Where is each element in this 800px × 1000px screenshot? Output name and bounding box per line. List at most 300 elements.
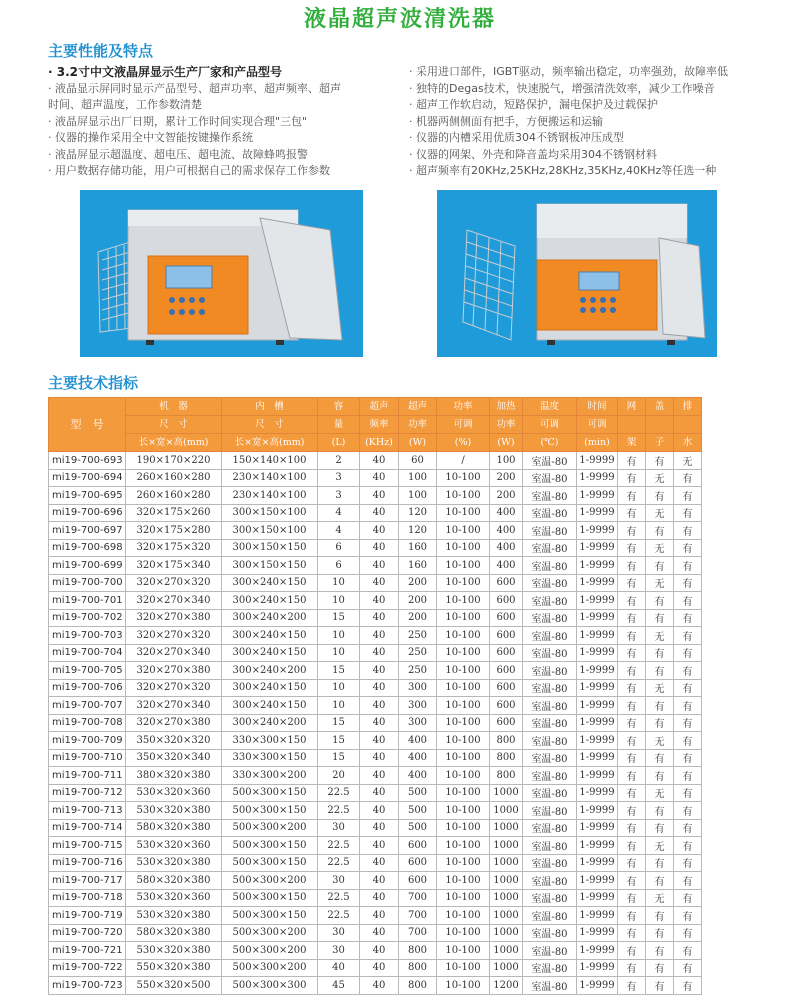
cell-time: 1-9999	[577, 924, 618, 942]
cell-capacity: 22.5	[318, 907, 360, 925]
cell-machine-size: 580×320×380	[126, 924, 222, 942]
cell-capacity: 6	[318, 557, 360, 575]
cell-capacity: 40	[318, 959, 360, 977]
cell-frequency: 40	[360, 889, 399, 907]
header-lid: 子	[646, 434, 674, 452]
table-row	[49, 802, 702, 820]
cell-model: mi19-700-694	[49, 469, 126, 487]
cell-temperature: 室温-80	[523, 872, 577, 890]
product-photo-left	[80, 190, 363, 357]
cell-frequency: 40	[360, 767, 399, 785]
cell-capacity: 10	[318, 574, 360, 592]
cell-drain: 有	[674, 819, 702, 837]
cell-power: 100	[399, 487, 437, 505]
cell-time: 1-9999	[577, 977, 618, 995]
cell-frequency: 40	[360, 854, 399, 872]
cell-drain: 有	[674, 697, 702, 715]
cell-heating: 1000	[490, 942, 523, 960]
header-power: 超声	[399, 398, 437, 416]
cell-machine-size: 550×320×500	[126, 977, 222, 995]
cell-frequency: 40	[360, 469, 399, 487]
cell-power: 300	[399, 679, 437, 697]
cell-lid: 无	[646, 889, 674, 907]
cell-frequency: 40	[360, 644, 399, 662]
cell-net: 有	[618, 644, 646, 662]
cell-tank-size: 300×240×150	[222, 592, 318, 610]
cell-power: 200	[399, 574, 437, 592]
cell-lid: 无	[646, 469, 674, 487]
cell-power-adjust: /	[437, 452, 490, 470]
cell-drain: 有	[674, 487, 702, 505]
cell-frequency: 40	[360, 592, 399, 610]
features-list-right	[409, 64, 759, 180]
cell-heating: 1000	[490, 889, 523, 907]
table-row	[49, 959, 702, 977]
cell-tank-size: 300×240×200	[222, 714, 318, 732]
cell-frequency: 40	[360, 487, 399, 505]
cell-temperature: 室温-80	[523, 889, 577, 907]
cell-tank-size: 330×300×200	[222, 767, 318, 785]
feature-item: · 机器两侧侧面有把手，方便搬运和运输	[409, 114, 603, 128]
cell-drain: 有	[674, 469, 702, 487]
cell-power-adjust: 10-100	[437, 644, 490, 662]
cell-lid: 有	[646, 749, 674, 767]
cell-machine-size: 320×175×340	[126, 557, 222, 575]
cell-power: 300	[399, 697, 437, 715]
cell-power-adjust: 10-100	[437, 469, 490, 487]
cell-heating: 600	[490, 714, 523, 732]
cell-machine-size: 320×270×380	[126, 662, 222, 680]
cell-model: mi19-700-705	[49, 662, 126, 680]
cell-machine-size: 530×320×380	[126, 854, 222, 872]
cell-tank-size: 300×240×150	[222, 627, 318, 645]
cell-temperature: 室温-80	[523, 644, 577, 662]
cell-net: 有	[618, 714, 646, 732]
cell-time: 1-9999	[577, 504, 618, 522]
cell-model: mi19-700-711	[49, 767, 126, 785]
cell-power: 100	[399, 469, 437, 487]
cell-power-adjust: 10-100	[437, 889, 490, 907]
cell-power: 800	[399, 959, 437, 977]
cell-drain: 有	[674, 592, 702, 610]
cell-time: 1-9999	[577, 697, 618, 715]
cell-temperature: 室温-80	[523, 574, 577, 592]
cell-machine-size: 320×270×320	[126, 679, 222, 697]
cell-power-adjust: 10-100	[437, 784, 490, 802]
cell-net: 有	[618, 452, 646, 470]
cell-drain: 有	[674, 959, 702, 977]
cell-model: mi19-700-701	[49, 592, 126, 610]
cell-heating: 600	[490, 697, 523, 715]
cell-temperature: 室温-80	[523, 959, 577, 977]
cell-frequency: 40	[360, 942, 399, 960]
product-photo-right	[437, 190, 717, 357]
table-row	[49, 644, 702, 662]
cell-heating: 800	[490, 732, 523, 750]
cell-heating: 400	[490, 522, 523, 540]
cell-tank-size: 500×300×200	[222, 959, 318, 977]
cell-temperature: 室温-80	[523, 452, 577, 470]
table-row	[49, 574, 702, 592]
cell-power-adjust: 10-100	[437, 819, 490, 837]
cell-net: 有	[618, 959, 646, 977]
header-temperature: (℃)	[523, 434, 577, 452]
cell-temperature: 室温-80	[523, 924, 577, 942]
cell-net: 有	[618, 802, 646, 820]
cell-power: 600	[399, 837, 437, 855]
cell-temperature: 室温-80	[523, 697, 577, 715]
cell-machine-size: 260×160×280	[126, 469, 222, 487]
cell-frequency: 40	[360, 679, 399, 697]
cell-tank-size: 300×240×150	[222, 644, 318, 662]
cell-time: 1-9999	[577, 469, 618, 487]
cell-frequency: 40	[360, 837, 399, 855]
header-heating: (W)	[490, 434, 523, 452]
cell-time: 1-9999	[577, 872, 618, 890]
cell-model: mi19-700-721	[49, 942, 126, 960]
cell-tank-size: 500×300×150	[222, 802, 318, 820]
header-power: 功率	[399, 416, 437, 434]
cell-frequency: 40	[360, 662, 399, 680]
cell-temperature: 室温-80	[523, 802, 577, 820]
cell-frequency: 40	[360, 627, 399, 645]
cell-machine-size: 320×175×260	[126, 504, 222, 522]
cell-machine-size: 380×320×380	[126, 767, 222, 785]
header-capacity: (L)	[318, 434, 360, 452]
cell-heating: 600	[490, 644, 523, 662]
cell-lid: 有	[646, 609, 674, 627]
cell-model: mi19-700-722	[49, 959, 126, 977]
cell-temperature: 室温-80	[523, 854, 577, 872]
cell-power: 700	[399, 889, 437, 907]
table-row	[49, 819, 702, 837]
cell-time: 1-9999	[577, 539, 618, 557]
cell-machine-size: 320×175×320	[126, 539, 222, 557]
cell-temperature: 室温-80	[523, 627, 577, 645]
cell-frequency: 40	[360, 872, 399, 890]
feature-item: 时间、超声温度，工作参数清楚	[48, 98, 202, 111]
cell-model: mi19-700-717	[49, 872, 126, 890]
table-row	[49, 679, 702, 697]
cell-power-adjust: 10-100	[437, 627, 490, 645]
cell-time: 1-9999	[577, 714, 618, 732]
cell-model: mi19-700-702	[49, 609, 126, 627]
cell-model: mi19-700-696	[49, 504, 126, 522]
cell-power: 160	[399, 539, 437, 557]
cell-lid: 有	[646, 522, 674, 540]
cell-lid: 有	[646, 802, 674, 820]
cell-drain: 有	[674, 679, 702, 697]
cell-capacity: 2	[318, 452, 360, 470]
cell-drain: 有	[674, 837, 702, 855]
header-tank-size: 尺 寸	[222, 416, 318, 434]
table-row	[49, 539, 702, 557]
cell-power-adjust: 10-100	[437, 714, 490, 732]
cell-heating: 1000	[490, 837, 523, 855]
cell-machine-size: 580×320×380	[126, 819, 222, 837]
cell-time: 1-9999	[577, 592, 618, 610]
cell-heating: 200	[490, 469, 523, 487]
cell-power-adjust: 10-100	[437, 872, 490, 890]
table-row	[49, 592, 702, 610]
cell-power: 120	[399, 504, 437, 522]
cell-drain: 有	[674, 574, 702, 592]
features-list-left	[48, 64, 398, 180]
cell-capacity: 22.5	[318, 837, 360, 855]
cell-time: 1-9999	[577, 942, 618, 960]
cell-power: 300	[399, 714, 437, 732]
cell-machine-size: 580×320×380	[126, 872, 222, 890]
cell-model: mi19-700-708	[49, 714, 126, 732]
header-model: 型 号	[49, 398, 126, 452]
cell-power: 160	[399, 557, 437, 575]
cell-temperature: 室温-80	[523, 819, 577, 837]
cell-tank-size: 300×240×200	[222, 662, 318, 680]
cell-model: mi19-700-698	[49, 539, 126, 557]
cell-time: 1-9999	[577, 889, 618, 907]
table-row	[49, 872, 702, 890]
header-frequency: 频率	[360, 416, 399, 434]
cell-net: 有	[618, 627, 646, 645]
header-machine-size: 尺 寸	[126, 416, 222, 434]
cell-model: mi19-700-695	[49, 487, 126, 505]
cell-machine-size: 530×320×380	[126, 802, 222, 820]
cell-capacity: 22.5	[318, 784, 360, 802]
table-row	[49, 609, 702, 627]
table-row	[49, 697, 702, 715]
page-title: 液晶超声波清洗器	[303, 7, 496, 32]
cell-heating: 800	[490, 767, 523, 785]
cell-time: 1-9999	[577, 522, 618, 540]
cell-temperature: 室温-80	[523, 942, 577, 960]
cell-power: 250	[399, 662, 437, 680]
table-row	[49, 977, 702, 995]
cell-capacity: 22.5	[318, 889, 360, 907]
cell-tank-size: 300×240×150	[222, 574, 318, 592]
cell-machine-size: 320×270×380	[126, 714, 222, 732]
cell-time: 1-9999	[577, 644, 618, 662]
table-row	[49, 749, 702, 767]
table-row	[49, 522, 702, 540]
header-drain: 排	[674, 398, 702, 416]
cell-net: 有	[618, 767, 646, 785]
cell-frequency: 40	[360, 907, 399, 925]
table-row	[49, 784, 702, 802]
cell-capacity: 10	[318, 627, 360, 645]
cell-drain: 有	[674, 609, 702, 627]
cell-heating: 600	[490, 679, 523, 697]
cell-power: 400	[399, 749, 437, 767]
cell-capacity: 4	[318, 522, 360, 540]
cell-drain: 有	[674, 854, 702, 872]
header-tank-size: 长×宽×高(mm)	[222, 434, 318, 452]
cell-heating: 1000	[490, 802, 523, 820]
cell-capacity: 6	[318, 539, 360, 557]
cell-machine-size: 320×270×320	[126, 574, 222, 592]
cell-power: 800	[399, 942, 437, 960]
cell-capacity: 30	[318, 872, 360, 890]
cell-model: mi19-700-700	[49, 574, 126, 592]
cell-power: 200	[399, 609, 437, 627]
cell-machine-size: 530×320×360	[126, 889, 222, 907]
specs-table-body	[49, 452, 702, 995]
cell-heating: 1000	[490, 854, 523, 872]
cell-power-adjust: 10-100	[437, 907, 490, 925]
cell-machine-size: 350×320×320	[126, 732, 222, 750]
table-row	[49, 557, 702, 575]
cell-tank-size: 500×300×200	[222, 872, 318, 890]
header-heating: 功率	[490, 416, 523, 434]
cell-power: 400	[399, 767, 437, 785]
cell-net: 有	[618, 872, 646, 890]
cell-model: mi19-700-697	[49, 522, 126, 540]
feature-item: · 超声频率有20KHz,25KHz,28KHz,35KHz,40KHz等任选一种	[409, 164, 717, 177]
cell-net: 有	[618, 609, 646, 627]
cell-power: 500	[399, 802, 437, 820]
cell-power-adjust: 10-100	[437, 679, 490, 697]
cell-power: 120	[399, 522, 437, 540]
feature-item: · 3.2寸中文液晶屏显示生产厂家和产品型号	[48, 65, 282, 79]
cell-frequency: 40	[360, 539, 399, 557]
cell-net: 有	[618, 662, 646, 680]
cell-frequency: 40	[360, 784, 399, 802]
cell-drain: 有	[674, 767, 702, 785]
cell-frequency: 40	[360, 819, 399, 837]
table-row	[49, 662, 702, 680]
cell-power: 700	[399, 924, 437, 942]
cell-tank-size: 500×300×150	[222, 889, 318, 907]
cell-frequency: 40	[360, 802, 399, 820]
cell-machine-size: 320×270×340	[126, 644, 222, 662]
cell-capacity: 10	[318, 592, 360, 610]
cell-machine-size: 320×270×340	[126, 592, 222, 610]
cell-heating: 1200	[490, 977, 523, 995]
cell-net: 有	[618, 977, 646, 995]
cell-model: mi19-700-718	[49, 889, 126, 907]
cell-time: 1-9999	[577, 749, 618, 767]
feature-item: · 用户数据存储功能，用户可根据自己的需求保存工作参数	[48, 164, 330, 177]
cell-tank-size: 500×300×150	[222, 837, 318, 855]
cell-frequency: 40	[360, 714, 399, 732]
table-row	[49, 714, 702, 732]
cell-lid: 无	[646, 679, 674, 697]
cell-heating: 1000	[490, 924, 523, 942]
header-tank-size: 内 槽	[222, 398, 318, 416]
cell-lid: 有	[646, 942, 674, 960]
header-temperature: 可调	[523, 416, 577, 434]
cell-tank-size: 500×300×200	[222, 819, 318, 837]
cell-tank-size: 300×240×150	[222, 697, 318, 715]
cell-lid: 无	[646, 784, 674, 802]
header-capacity: 量	[318, 416, 360, 434]
table-row	[49, 627, 702, 645]
cell-drain: 有	[674, 504, 702, 522]
cell-frequency: 40	[360, 609, 399, 627]
cell-capacity: 22.5	[318, 802, 360, 820]
cell-temperature: 室温-80	[523, 609, 577, 627]
cell-lid: 无	[646, 627, 674, 645]
cell-temperature: 室温-80	[523, 784, 577, 802]
header-frequency: 超声	[360, 398, 399, 416]
cell-power-adjust: 10-100	[437, 487, 490, 505]
cell-drain: 有	[674, 522, 702, 540]
cell-heating: 600	[490, 574, 523, 592]
cell-machine-size: 350×320×340	[126, 749, 222, 767]
cell-drain: 有	[674, 907, 702, 925]
cell-lid: 有	[646, 907, 674, 925]
cell-tank-size: 230×140×100	[222, 487, 318, 505]
cell-lid: 有	[646, 697, 674, 715]
cell-lid: 有	[646, 924, 674, 942]
cell-power-adjust: 10-100	[437, 592, 490, 610]
cell-net: 有	[618, 539, 646, 557]
cell-tank-size: 500×300×150	[222, 854, 318, 872]
cell-tank-size: 300×150×100	[222, 504, 318, 522]
cell-frequency: 40	[360, 924, 399, 942]
cell-temperature: 室温-80	[523, 837, 577, 855]
cell-power: 400	[399, 732, 437, 750]
cell-drain: 有	[674, 662, 702, 680]
cell-net: 有	[618, 522, 646, 540]
cell-drain: 有	[674, 644, 702, 662]
cell-net: 有	[618, 854, 646, 872]
header-temperature: 温度	[523, 398, 577, 416]
cell-net: 有	[618, 679, 646, 697]
cell-time: 1-9999	[577, 784, 618, 802]
cell-power: 600	[399, 854, 437, 872]
cell-temperature: 室温-80	[523, 767, 577, 785]
cell-drain: 有	[674, 889, 702, 907]
feature-item: · 仪器的网架、外壳和降音盖均采用304不锈钢材料	[409, 147, 657, 161]
cell-heating: 1000	[490, 819, 523, 837]
cell-heating: 1000	[490, 959, 523, 977]
cell-temperature: 室温-80	[523, 662, 577, 680]
cell-net: 有	[618, 907, 646, 925]
cell-frequency: 40	[360, 504, 399, 522]
feature-item: · 液晶屏显示出厂日期，累计工作时间实现合理"三包"	[48, 114, 308, 128]
cell-heating: 1000	[490, 872, 523, 890]
cell-temperature: 室温-80	[523, 487, 577, 505]
cell-time: 1-9999	[577, 557, 618, 575]
cell-lid: 无	[646, 732, 674, 750]
table-row	[49, 889, 702, 907]
cell-net: 有	[618, 574, 646, 592]
cell-net: 有	[618, 469, 646, 487]
cell-machine-size: 550×320×380	[126, 959, 222, 977]
cell-power-adjust: 10-100	[437, 802, 490, 820]
cell-power-adjust: 10-100	[437, 732, 490, 750]
cell-temperature: 室温-80	[523, 907, 577, 925]
feature-item: · 仪器的操作采用全中文智能按键操作系统	[48, 131, 253, 144]
cell-power-adjust: 10-100	[437, 977, 490, 995]
cell-model: mi19-700-707	[49, 697, 126, 715]
header-lid: 盖	[646, 398, 674, 416]
table-row	[49, 907, 702, 925]
cell-heating: 600	[490, 609, 523, 627]
cell-capacity: 30	[318, 942, 360, 960]
cell-lid: 无	[646, 504, 674, 522]
feature-item: · 液晶屏显示超温度、超电压、超电流、故障蜂鸣报警	[48, 147, 308, 161]
cell-model: mi19-700-715	[49, 837, 126, 855]
cell-machine-size: 530×320×360	[126, 784, 222, 802]
cell-drain: 有	[674, 714, 702, 732]
cell-heating: 600	[490, 592, 523, 610]
cell-frequency: 40	[360, 749, 399, 767]
cell-capacity: 15	[318, 662, 360, 680]
cell-machine-size: 320×270×380	[126, 609, 222, 627]
cell-lid: 无	[646, 574, 674, 592]
cell-temperature: 室温-80	[523, 504, 577, 522]
